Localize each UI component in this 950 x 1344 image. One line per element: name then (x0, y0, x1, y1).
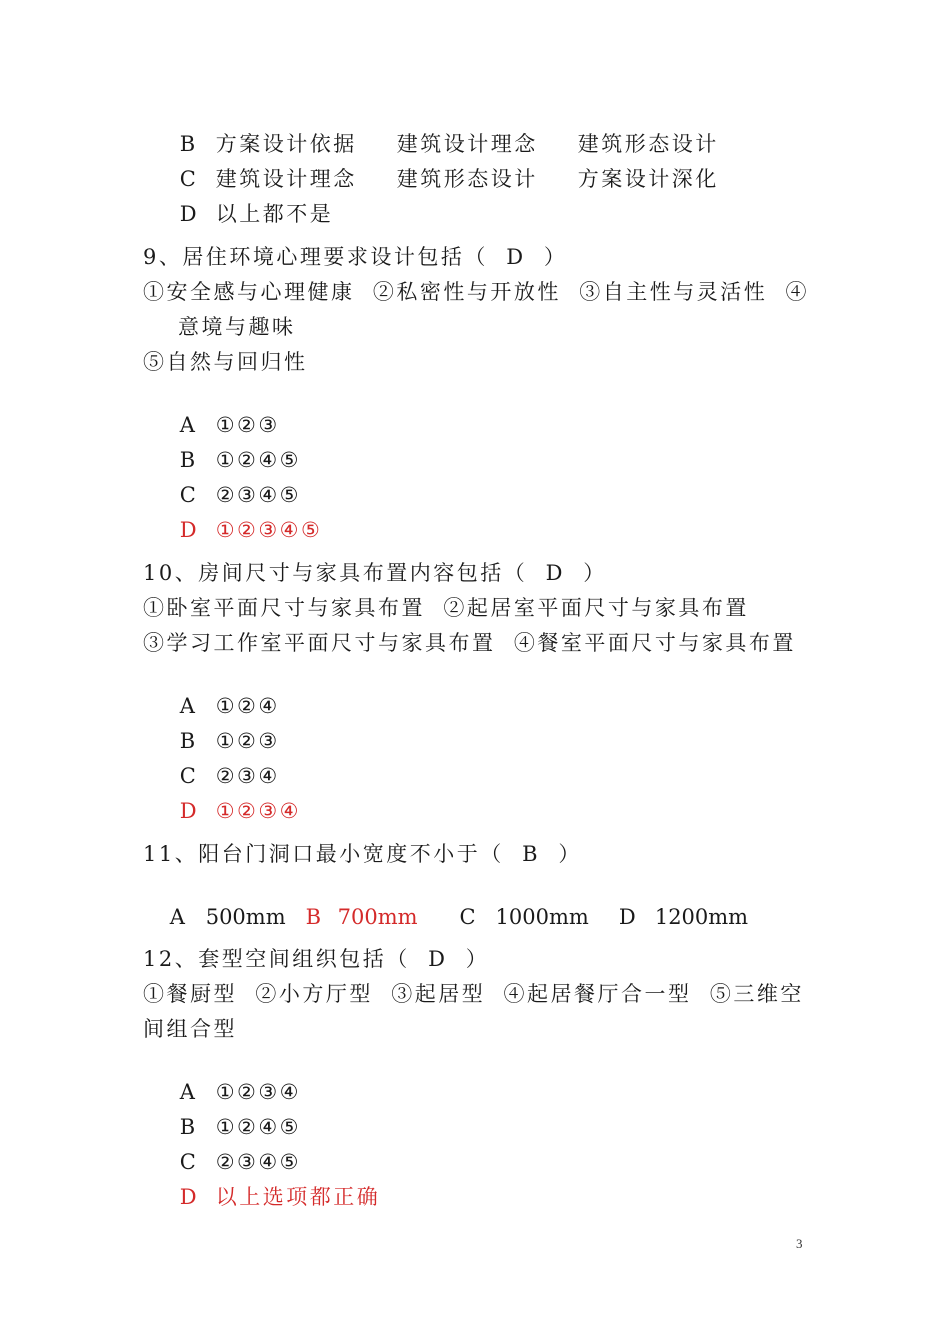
option-item: 建筑形态设计 (577, 132, 719, 156)
option-letter: A (179, 413, 195, 437)
q11-stem: 11、阳台门洞口最小宽度不小于（ B ） (143, 842, 582, 866)
option-letter: D (179, 202, 197, 226)
q9-items-line1: ①安全感与心理健康 ②私密性与开放性 ③自主性与灵活性 ④ (143, 280, 810, 304)
option-text: 1000mm (495, 905, 589, 929)
option-item: 建筑形态设计 (396, 167, 538, 191)
q10-items-line2: ③学习工作室平面尺寸与家具布置 ④餐室平面尺寸与家具布置 (143, 631, 796, 655)
option-letter: C (179, 764, 196, 788)
option-letter-correct: B (305, 905, 322, 929)
q12-option-d-correct (143, 1155, 380, 1239)
option-letter: B (179, 448, 196, 472)
option-text: ②③④⑤ (215, 1150, 302, 1174)
q12-items-line1: ①餐厨型 ②小方厅型 ③起居型 ④起居餐厅合一型 ⑤三维空 (143, 982, 804, 1006)
option-text: ①②③ (215, 413, 280, 437)
option-item: 方案设计深化 (577, 167, 719, 191)
option-text: 以上选项都正确 (215, 1185, 381, 1209)
option-item: 建筑设计理念 (396, 132, 538, 156)
option-letter: A (169, 905, 185, 929)
option-letter: D (179, 799, 197, 823)
option-item: 建筑设计理念 (215, 167, 357, 191)
option-text: ②③④⑤ (215, 483, 302, 507)
option-text: ①②④⑤ (215, 448, 302, 472)
option-letter: C (179, 1150, 196, 1174)
option-text: ①②③④⑤ (215, 518, 323, 542)
option-text: ①②④⑤ (215, 1115, 302, 1139)
option-letter: C (179, 167, 196, 191)
option-text: 500mm (205, 905, 286, 929)
option-text: ①②③④ (215, 799, 302, 823)
q9-stem: 9、居住环境心理要求设计包括（ D ） (143, 245, 568, 269)
q9-items-line3: ⑤自然与回归性 (143, 350, 308, 374)
option-letter: B (179, 1115, 196, 1139)
option-text: ②③④ (215, 764, 280, 788)
option-item: 方案设计依据 (215, 132, 357, 156)
option-letter: D (179, 518, 197, 542)
option-letter: A (179, 1080, 195, 1104)
option-letter: B (179, 729, 196, 753)
option-letter: A (179, 694, 195, 718)
option-letter: D (618, 905, 636, 929)
option-letter: C (179, 483, 196, 507)
q10-stem: 10、房间尺寸与家具布置内容包括（ D ） (143, 561, 607, 585)
option-text: ①②④ (215, 694, 280, 718)
option-text: ①②③④ (215, 1080, 302, 1104)
q9-items-line2: 意境与趣味 (178, 315, 296, 339)
q10-items-line1: ①卧室平面尺寸与家具布置 ②起居室平面尺寸与家具布置 (143, 596, 749, 620)
option-text: ①②③ (215, 729, 280, 753)
option-letter: D (179, 1185, 197, 1209)
option-text: 1200mm (654, 905, 749, 929)
option-letter: B (179, 132, 196, 156)
q12-items-line2: 间组合型 (143, 1017, 237, 1041)
q12-stem: 12、套型空间组织包括（ D ） (143, 947, 490, 971)
option-item: 以上都不是 (215, 202, 334, 226)
option-letter: C (459, 905, 476, 929)
page-number: 3 (796, 1236, 803, 1251)
option-text-correct: 700mm (337, 905, 418, 929)
